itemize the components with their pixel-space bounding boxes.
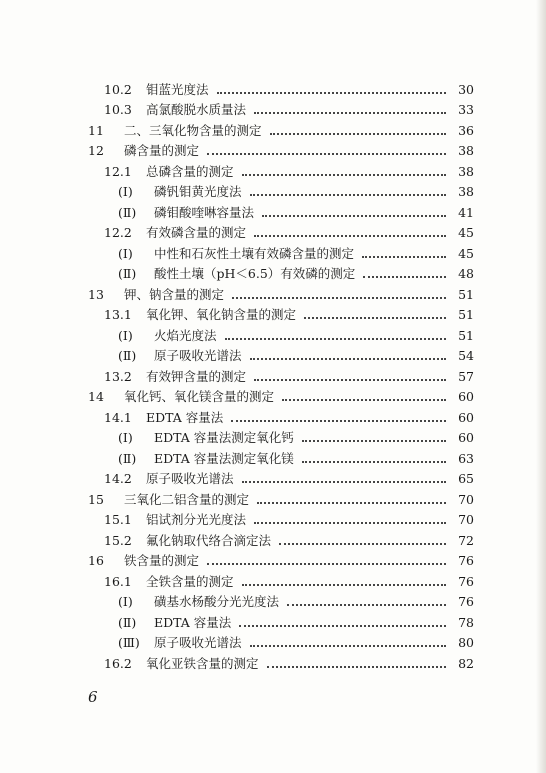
toc-entry-page: 45 (458, 245, 474, 261)
dot-leader (250, 194, 446, 196)
table-of-contents (0, 76, 546, 671)
toc-entry-number: 16.1 (104, 573, 132, 589)
toc-entry-number: 12.1 (104, 163, 132, 179)
toc-entry-page: 38 (458, 143, 474, 158)
toc-entry-page: 51 (458, 286, 474, 302)
toc-entry-number: 16.2 (104, 655, 132, 671)
toc-entry (0, 179, 546, 200)
toc-entry-number: (Ⅰ) (118, 184, 133, 199)
toc-entry-number: 14.1 (104, 409, 132, 425)
toc-entry-title: 原子吸收光谱法 (146, 471, 234, 486)
toc-entry-page: 54 (458, 348, 474, 363)
toc-entry-number: (Ⅰ) (118, 430, 133, 445)
toc-entry-page: 80 (458, 635, 474, 650)
toc-entry-number: 12 (88, 143, 104, 158)
toc-entry (0, 158, 546, 179)
toc-entry-title: 氟化钠取代络合滴定法 (146, 532, 272, 548)
dot-leader (225, 338, 446, 340)
dot-leader (282, 399, 446, 401)
toc-entry (0, 117, 546, 138)
toc-entry (0, 76, 546, 97)
page-number: 6 (88, 688, 98, 706)
toc-entry-number: 16 (88, 553, 104, 568)
toc-entry (0, 486, 546, 507)
toc-entry-page: 70 (458, 512, 474, 527)
dot-leader (232, 297, 446, 299)
toc-entry-page: 76 (458, 573, 474, 589)
toc-entry-title: 三氧化二铝含量的测定 (124, 491, 250, 507)
toc-entry (0, 363, 546, 384)
dot-leader (250, 358, 446, 360)
toc-entry-page: 30 (458, 81, 474, 97)
toc-entry-page: 38 (458, 184, 474, 199)
toc-entry-title: 二、三氧化物含量的测定 (124, 122, 262, 138)
toc-entry (0, 343, 546, 364)
toc-entry-page: 76 (458, 553, 474, 568)
dot-leader (217, 92, 446, 94)
toc-entry-title: 总磷含量的测定 (146, 163, 234, 179)
toc-entry-number: 14 (88, 389, 104, 404)
toc-entry (0, 384, 546, 405)
dot-leader (207, 563, 446, 565)
toc-entry-number: 15 (88, 491, 104, 507)
toc-entry (0, 527, 546, 548)
toc-entry-number: 10.3 (104, 102, 132, 117)
toc-entry (0, 466, 546, 487)
toc-entry-number: (Ⅰ) (118, 327, 133, 343)
toc-entry-title: 全铁含量的测定 (146, 573, 234, 589)
toc-entry-number: (Ⅱ) (118, 450, 137, 466)
toc-entry-title: 原子吸收光谱法 (154, 348, 242, 363)
toc-entry-title: 钾、钠含量的测定 (124, 286, 225, 302)
toc-entry (0, 199, 546, 220)
toc-entry (0, 507, 546, 528)
toc-entry-title: 有效磷含量的测定 (146, 225, 247, 240)
toc-entry (0, 322, 546, 343)
toc-entry-number: 13.2 (104, 368, 132, 384)
toc-entry-title: 有效钾含量的测定 (146, 368, 247, 384)
toc-entry (0, 220, 546, 241)
dot-leader (362, 256, 446, 258)
toc-entry-page: 38 (458, 163, 474, 179)
toc-entry-title: EDTA 容量法 (154, 614, 232, 630)
toc-entry-title: 铝试剂分光光度法 (146, 512, 247, 527)
toc-entry-title: 酸性土壤（pH＜6.5）有效磷的测定 (154, 266, 356, 281)
toc-entry-number: (Ⅱ) (118, 348, 137, 363)
dot-leader (262, 215, 446, 217)
toc-entry-title: 高氯酸脱水质量法 (146, 102, 247, 117)
toc-entry-title: EDTA 容量法 (146, 409, 224, 425)
dot-leader (250, 645, 446, 647)
dot-leader (363, 276, 446, 278)
dot-leader (270, 133, 446, 135)
toc-entry-page: 82 (458, 655, 474, 671)
toc-entry-number: 14.2 (104, 471, 132, 486)
toc-entry-page: 33 (458, 102, 474, 117)
toc-entry (0, 609, 546, 630)
dot-leader (242, 584, 446, 586)
toc-entry-title: 铁含量的测定 (124, 553, 200, 568)
toc-entry-number: 15.2 (104, 532, 132, 548)
toc-entry-number: (Ⅰ) (118, 594, 133, 609)
toc-entry-page: 60 (458, 389, 474, 404)
toc-entry-title: 钼蓝光度法 (146, 81, 209, 97)
toc-entry-number: 13.1 (104, 307, 132, 322)
dot-leader (302, 440, 446, 442)
toc-entry-title: 磷钒钼黄光度法 (154, 184, 242, 199)
toc-entry-page: 36 (458, 122, 474, 138)
toc-entry-page: 51 (458, 307, 474, 322)
toc-entry-number: 12.2 (104, 225, 132, 240)
dot-leader (279, 543, 446, 545)
toc-entry (0, 97, 546, 118)
toc-entry-number: 11 (88, 122, 104, 138)
toc-entry (0, 650, 546, 671)
toc-entry-title: 氧化钙、氧化镁含量的测定 (124, 389, 275, 404)
toc-entry-title: 中性和石灰性土壤有效磷含量的测定 (154, 245, 355, 261)
toc-entry-title: 磺基水杨酸分光光度法 (154, 594, 280, 609)
toc-entry-number: (Ⅱ) (118, 266, 137, 281)
dot-leader (254, 112, 446, 114)
toc-entry (0, 261, 546, 282)
dot-leader (257, 502, 446, 504)
dot-leader (242, 481, 446, 483)
toc-entry-page: 60 (458, 409, 474, 425)
toc-entry (0, 548, 546, 569)
toc-entry-page: 45 (458, 225, 474, 240)
toc-entry (0, 404, 546, 425)
dot-leader (254, 522, 446, 524)
toc-entry (0, 240, 546, 261)
toc-entry (0, 281, 546, 302)
toc-entry-number: 15.1 (104, 512, 132, 527)
toc-entry-page: 72 (458, 532, 474, 548)
toc-entry-number: (Ⅱ) (118, 614, 137, 630)
toc-entry-title: 氧化亚铁含量的测定 (146, 655, 259, 671)
toc-entry (0, 630, 546, 651)
toc-entry-page: 57 (458, 368, 474, 384)
toc-entry-page: 70 (458, 491, 474, 507)
toc-entry-title: 磷钼酸喹啉容量法 (154, 204, 255, 220)
toc-entry (0, 138, 546, 159)
dot-leader (231, 420, 446, 422)
dot-leader (239, 625, 446, 627)
toc-entry-page: 78 (458, 614, 474, 630)
dot-leader (242, 174, 446, 176)
dot-leader (254, 379, 446, 381)
toc-entry (0, 589, 546, 610)
toc-entry (0, 425, 546, 446)
toc-entry-page: 51 (458, 327, 474, 343)
dot-leader (302, 461, 446, 463)
toc-entry (0, 445, 546, 466)
toc-entry-page: 63 (458, 450, 474, 466)
toc-entry-page: 60 (458, 430, 474, 445)
dot-leader (304, 317, 446, 319)
toc-entry-title: 氧化钾、氧化钠含量的测定 (146, 307, 297, 322)
toc-entry-title: EDTA 容量法测定氧化镁 (154, 450, 294, 466)
toc-entry-title: EDTA 容量法测定氧化钙 (154, 430, 294, 445)
dot-leader (267, 666, 446, 668)
toc-entry (0, 568, 546, 589)
toc-entry-title: 火焰光度法 (154, 327, 217, 343)
toc-entry-number: (Ⅰ) (118, 245, 133, 261)
toc-entry-number: 10.2 (104, 81, 132, 97)
toc-entry (0, 302, 546, 323)
toc-entry-title: 磷含量的测定 (124, 143, 200, 158)
dot-leader (254, 235, 446, 237)
toc-entry-page: 48 (458, 266, 474, 281)
toc-entry-title: 原子吸收光谱法 (154, 635, 242, 650)
toc-entry-number: (Ⅱ) (118, 204, 137, 220)
dot-leader (207, 153, 446, 155)
dot-leader (287, 604, 446, 606)
toc-entry-page: 41 (458, 204, 474, 220)
toc-entry-page: 65 (458, 471, 474, 486)
toc-entry-number: (Ⅲ) (118, 635, 140, 650)
toc-entry-number: 13 (88, 286, 104, 302)
toc-entry-page: 76 (458, 594, 474, 609)
